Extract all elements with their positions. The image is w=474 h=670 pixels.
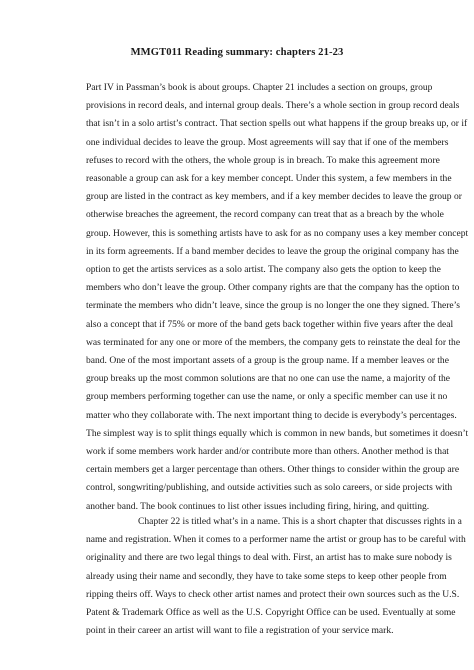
text-line: option to get the artists services as a solo artist. The company also gets the option to keep the (86, 264, 441, 276)
text-line: provisions in record deals, and internal group deals. There’s a whole section in group record deals (86, 100, 460, 112)
text-line: matter who they collaborate with. The next important thing to decide is everybody’s percentages. (86, 409, 457, 421)
paragraph-chapter-22 (86, 513, 466, 640)
text-line: otherwise breaches the agreement, the record company can treat that as a breach by the whole (86, 209, 444, 221)
text-line: already using their name and secondly, they have to take some steps to keep other people from (86, 570, 447, 582)
text-line: originality and there are two legal things to deal with. First, an artist has to make sure nobody is (86, 552, 452, 564)
text-line: band. One of the most important assets of a group is the group name. If a member leaves or the (86, 355, 449, 367)
text-line: The simplest way is to split things equally which is common in new bands, but sometimes it doesn’t (86, 427, 469, 439)
document-title: MMGT011 Reading summary: chapters 21-23 (130, 47, 344, 58)
text-line: also a concept that if 75% or more of the band gets back together within five years after the deal (86, 318, 454, 330)
text-line: Chapter 22 is titled what’s in a name. This is a short chapter that discusses rights in a (138, 516, 462, 527)
text-line: terminate the members who didn’t leave, since the group is no longer the one they signed. There’s (86, 300, 460, 312)
text-line: group breaks up the most common solutions are that no one can use the name, a majority of the (86, 373, 451, 385)
paragraph-chapter-21 (86, 79, 469, 516)
text-line: Part IV in Passman’s book is about groups. Chapter 21 includes a section on groups, group (86, 82, 433, 93)
text-line: group members performing together can use the name, or only a specific member can use it no (86, 391, 448, 403)
text-line: another band. The book continues to list other issues including firing, hiring, and quitting. (86, 500, 430, 512)
text-line: reasonable a group can ask for a key member concept. Under this system, a few members in the (86, 173, 452, 185)
text-line: members who don’t leave the group. Other company rights are that the company has the option to (86, 282, 460, 294)
text-line: Patent & Trademark Office as well as the U.S. Copyright Office can be used. Eventually at some (86, 607, 456, 619)
text-line: point in their career an artist will want to file a registration of your service mark. (86, 625, 394, 637)
text-line: was terminated for any one or more of the members, the company gets to reinstate the deal for the (86, 336, 461, 348)
text-line: work if some members work harder and/or contribute more than others. Another method is that (86, 446, 449, 458)
text-line: group are listed in the contract as key members, and if a key member decides to leave the group or (86, 191, 462, 203)
text-line: one individual decides to leave the group. Most agreements will say that if one of the members (86, 136, 449, 148)
text-line: control, songwriting/publishing, and outside activities such as solo careers, or side projects with (86, 482, 453, 494)
text-line: group. However, this is something artists have to ask for as no company uses a key member concept (86, 227, 469, 239)
text-line: name and registration. When it comes to a performer name the artist or group has to be careful with (86, 534, 466, 546)
text-line: ripping theirs off. Ways to check other artist names and protect their own sources such as the U.S. (86, 588, 460, 600)
text-line: that isn’t in a solo artist’s contract. That section spells out what happens if the group breaks up, or if (86, 118, 468, 130)
text-line: certain members get a larger percentage than others. Other things to consider within the group are (86, 464, 460, 476)
text-line: in its form agreements. If a band member decides to leave the group the original company has the (86, 245, 459, 257)
text-line: refuses to record with the others, the whole group is in breach. To make this agreement more (86, 154, 440, 166)
